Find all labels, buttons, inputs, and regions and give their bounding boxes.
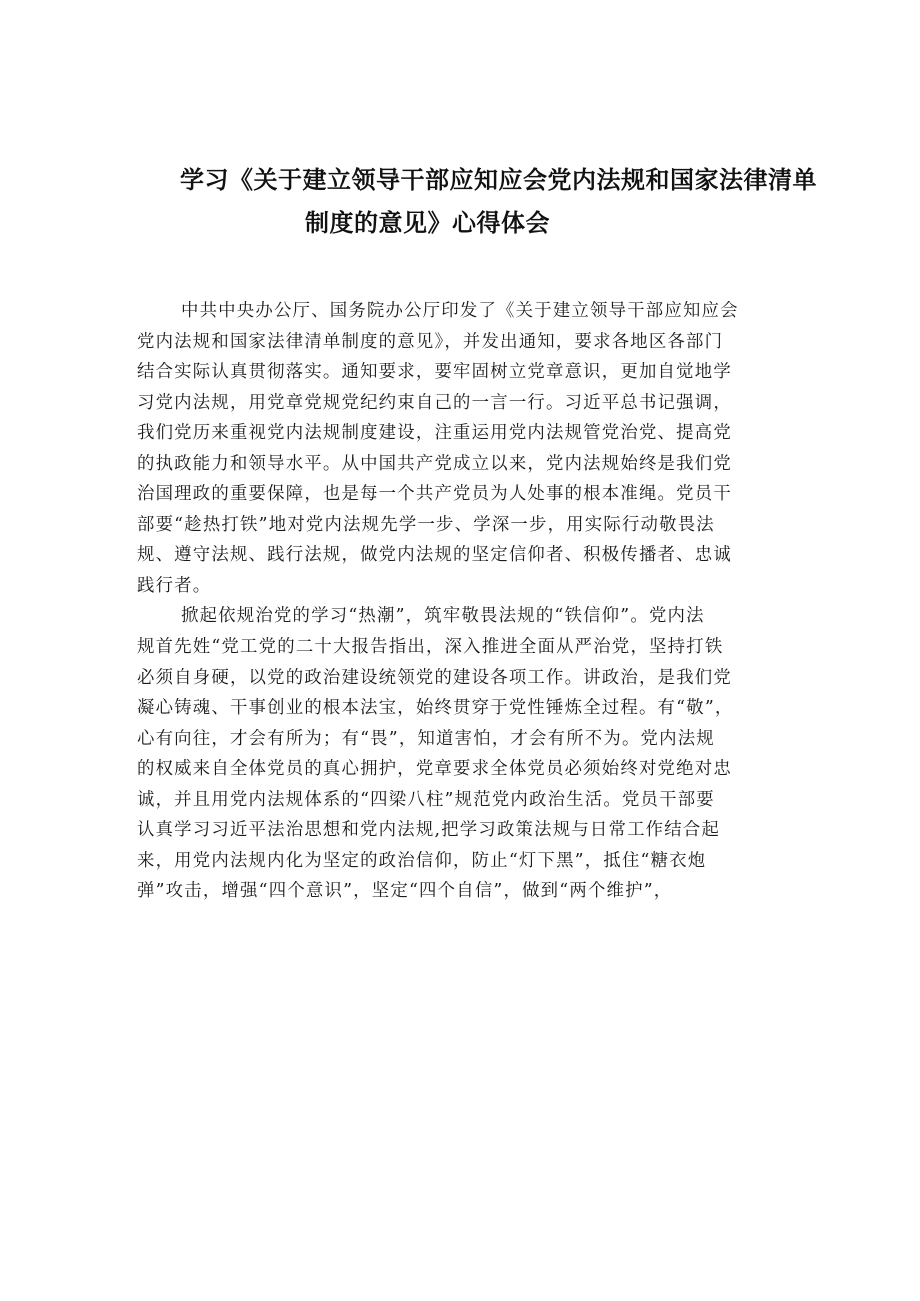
paragraph-2-line: 掀起依规治党的学习“热潮”，筑牢敬畏法规的“铁信仰”。党内法 — [181, 606, 705, 627]
paragraph-2-line: 弹”攻击，增强“四个意识”，坚定“四个自信”，做到“两个维护”， — [137, 881, 673, 902]
paragraph-2-line: 的权威来自全体党员的真心拥护，党章要求全体党员必须始终对党绝对忠 — [137, 759, 732, 780]
paragraph-1-line: 结合实际认真贯彻落实。通知要求，要牢固树立党章意识，更加自觉地学 — [137, 362, 732, 383]
title-line-2: 制度的意见》心得体会 — [305, 209, 550, 237]
paragraph-2-line: 凝心铸魂、干事创业的根本法宝，始终贯穿于党性锤炼全过程。有“敬”， — [137, 698, 734, 719]
paragraph-1-line: 习党内法规，用党章党规党纪约束自己的一言一行。习近平总书记强调， — [137, 392, 732, 413]
paragraph-2-line: 规首先姓“党工党的二十大报告指出，深入推进全面从严治党，坚持打铁 — [137, 637, 724, 658]
paragraph-2-line: 来，用党内法规内化为坚定的政治信仰，防止“灯下黑”，抵住“糖衣炮 — [137, 850, 707, 871]
paragraph-2-line: 认真学习习近平法治思想和党内法规,把学习政策法规与日常工作结合起 — [137, 820, 721, 841]
document-body — [137, 296, 791, 907]
paragraph-1-line: 治国理政的重要保障，也是每一个共产党员为人处事的根本准绳。党员干 — [137, 484, 732, 505]
paragraph-1-line: 党内法规和国家法律清单制度的意见》，并发出通知，要求各地区各部门 — [137, 331, 724, 352]
paragraph-2-line: 诚，并且用党内法规体系的“四梁八柱”规范党内政治生活。党员干部要 — [137, 789, 715, 810]
paragraph-1-line: 践行者。 — [137, 575, 212, 596]
paragraph-2-line: 心有向往，才会有所为；有“畏”，知道害怕，才会有所不为。党内法规 — [137, 728, 715, 749]
paragraph-1-line: 规、遵守法规、践行法规，做党内法规的坚定信仰者、积极传播者、忠诚 — [137, 545, 732, 566]
paragraph-2-line: 必须自身硬，以党的政治建设统领党的建设各项工作。讲政治，是我们党 — [137, 667, 732, 688]
paragraph-1-line: 中共中央办公厅、国务院办公厅印发了《关于建立领导干部应知应会 — [181, 301, 739, 321]
paragraph-1-line: 我们党历来重视党内法规制度建设，注重运用党内法规管党治党、提高党 — [137, 423, 732, 444]
paragraph-1-line: 的执政能力和领导水平。从中国共产党成立以来，党内法规始终是我们党 — [137, 453, 732, 474]
title-line-1: 学习《关于建立领导干部应知应会党内法规和国家法律清单 — [180, 166, 817, 194]
paragraph-1-line: 部要“趁热打铁”地对党内法规先学一步、学深一步，用实际行动敬畏法 — [137, 514, 715, 535]
